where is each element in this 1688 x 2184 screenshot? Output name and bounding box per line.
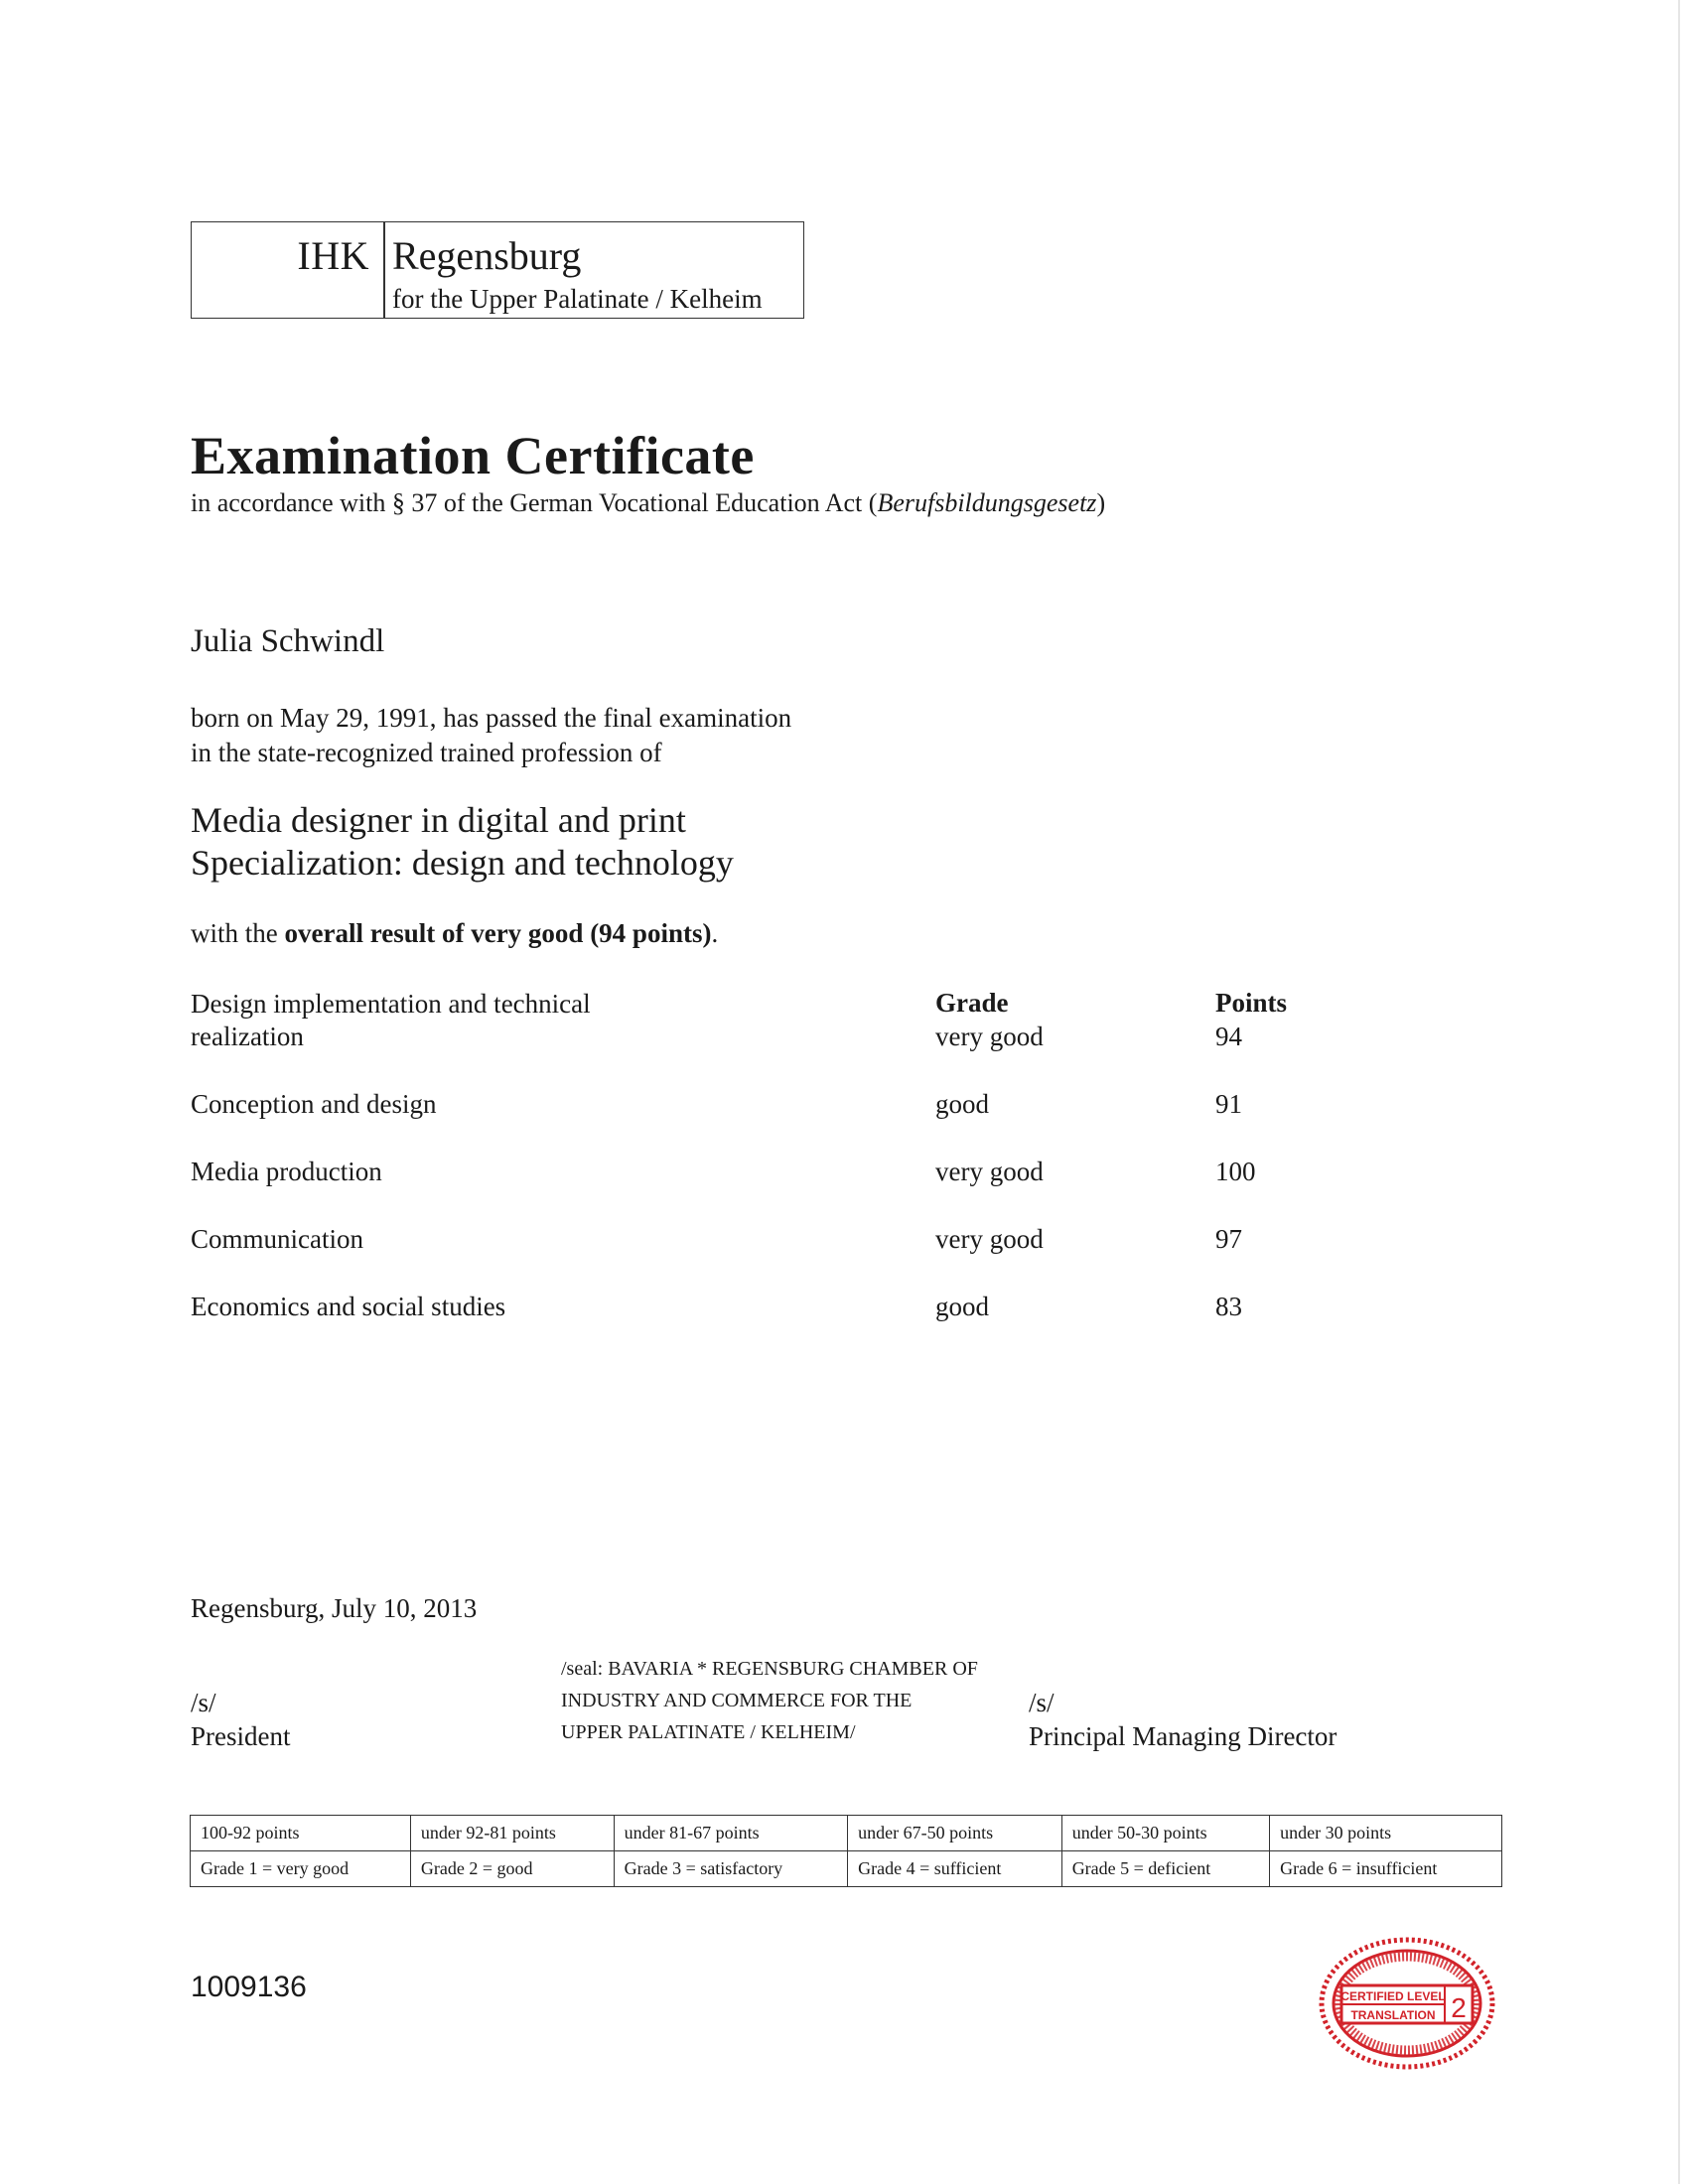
letterhead-region: for the Upper Palatinate / Kelheim xyxy=(392,284,763,314)
stamp-level: 2 xyxy=(1451,1992,1467,2023)
overall-result xyxy=(191,918,718,949)
document-number: 1009136 xyxy=(191,1971,307,2003)
subtitle-italic: Berufsbildungsgesetz xyxy=(877,488,1097,517)
signature-mark: /s/ xyxy=(191,1688,216,1717)
overall-suffix: . xyxy=(711,918,719,948)
seal-note-line-2: INDUSTRY AND COMMERCE FOR THE xyxy=(561,1690,913,1711)
scale-cell: under 92-81 points xyxy=(410,1816,614,1851)
subject-points: 94 xyxy=(1215,1022,1242,1051)
subject-name: Conception and design xyxy=(191,1089,437,1119)
scale-cell: under 30 points xyxy=(1270,1816,1502,1851)
scale-cell: Grade 6 = insufficient xyxy=(1270,1851,1502,1887)
overall-prefix: with the xyxy=(191,918,285,948)
signature-left xyxy=(191,1686,291,1753)
subtitle-prefix: in accordance with § 37 of the German Vocational Education Act ( xyxy=(191,488,878,517)
grade-column-header: Grade xyxy=(935,988,1009,1018)
signature-right xyxy=(1029,1686,1336,1753)
seal-note-line-1: /seal: BAVARIA * REGENSBURG CHAMBER OF xyxy=(561,1658,978,1680)
subject-name: Design implementation and technical realization xyxy=(191,989,591,1051)
subject-grade: very good xyxy=(935,1157,1044,1186)
scale-cell: Grade 3 = satisfactory xyxy=(614,1851,848,1887)
subject-points: 100 xyxy=(1215,1157,1256,1186)
scale-cell: 100-92 points xyxy=(191,1816,411,1851)
grading-scale-table xyxy=(190,1815,1502,1887)
subject-points: 97 xyxy=(1215,1224,1242,1254)
page-edge-line xyxy=(1678,0,1680,2184)
profession-line-2: Specialization: design and technology xyxy=(191,843,734,883)
letterhead-divider xyxy=(383,222,385,318)
points-column-header: Points xyxy=(1215,988,1288,1018)
stamp-text-bottom: TRANSLATION xyxy=(1350,2008,1436,2022)
subject-points: 83 xyxy=(1215,1292,1242,1321)
scale-cell: under 67-50 points xyxy=(848,1816,1062,1851)
certificate-title: Examination Certificate xyxy=(191,426,755,485)
subject-name: Economics and social studies xyxy=(191,1292,506,1321)
ihk-abbreviation: IHK xyxy=(297,233,369,278)
birth-line-2: in the state-recognized trained profession of xyxy=(191,738,662,767)
seal-note-line-3: UPPER PALATINATE / KELHEIM/ xyxy=(561,1721,856,1743)
scale-cell: Grade 1 = very good xyxy=(191,1851,411,1887)
subject-grade: very good xyxy=(935,1022,1044,1051)
candidate-name: Julia Schwindl xyxy=(191,623,385,659)
scale-cell: under 50-30 points xyxy=(1061,1816,1269,1851)
scale-cell: Grade 2 = good xyxy=(410,1851,614,1887)
scale-cell: Grade 4 = sufficient xyxy=(848,1851,1062,1887)
scale-grades-row xyxy=(191,1851,1502,1887)
subject-grade: good xyxy=(935,1292,989,1321)
letterhead-box xyxy=(191,221,804,319)
signature-title: President xyxy=(191,1721,291,1751)
certified-translation-stamp xyxy=(1316,1934,1499,2073)
place-and-date: Regensburg, July 10, 2013 xyxy=(191,1593,478,1623)
scale-cell: Grade 5 = deficient xyxy=(1061,1851,1269,1887)
birth-statement xyxy=(191,701,791,770)
scale-cell: under 81-67 points xyxy=(614,1816,848,1851)
letterhead-city: Regensburg xyxy=(392,233,582,278)
certificate-subtitle xyxy=(191,488,1105,518)
profession-line-1: Media designer in digital and print xyxy=(191,800,686,840)
birth-line-1: born on May 29, 1991, has passed the final examination xyxy=(191,703,792,733)
signature-mark: /s/ xyxy=(1029,1688,1055,1717)
subject-grade: very good xyxy=(935,1224,1044,1254)
overall-bold: overall result of very good (94 points) xyxy=(284,918,712,948)
signature-title: Principal Managing Director xyxy=(1029,1721,1337,1751)
subject-grade: good xyxy=(935,1089,989,1119)
profession xyxy=(191,799,734,885)
subject-name: Communication xyxy=(191,1224,363,1254)
stamp-text-top: CERTIFIED LEVEL xyxy=(1340,1989,1446,2003)
subject-points: 91 xyxy=(1215,1089,1242,1119)
seal-note xyxy=(561,1653,978,1748)
subject-name: Media production xyxy=(191,1157,382,1186)
scale-points-row xyxy=(191,1816,1502,1851)
subtitle-suffix: ) xyxy=(1096,488,1106,517)
